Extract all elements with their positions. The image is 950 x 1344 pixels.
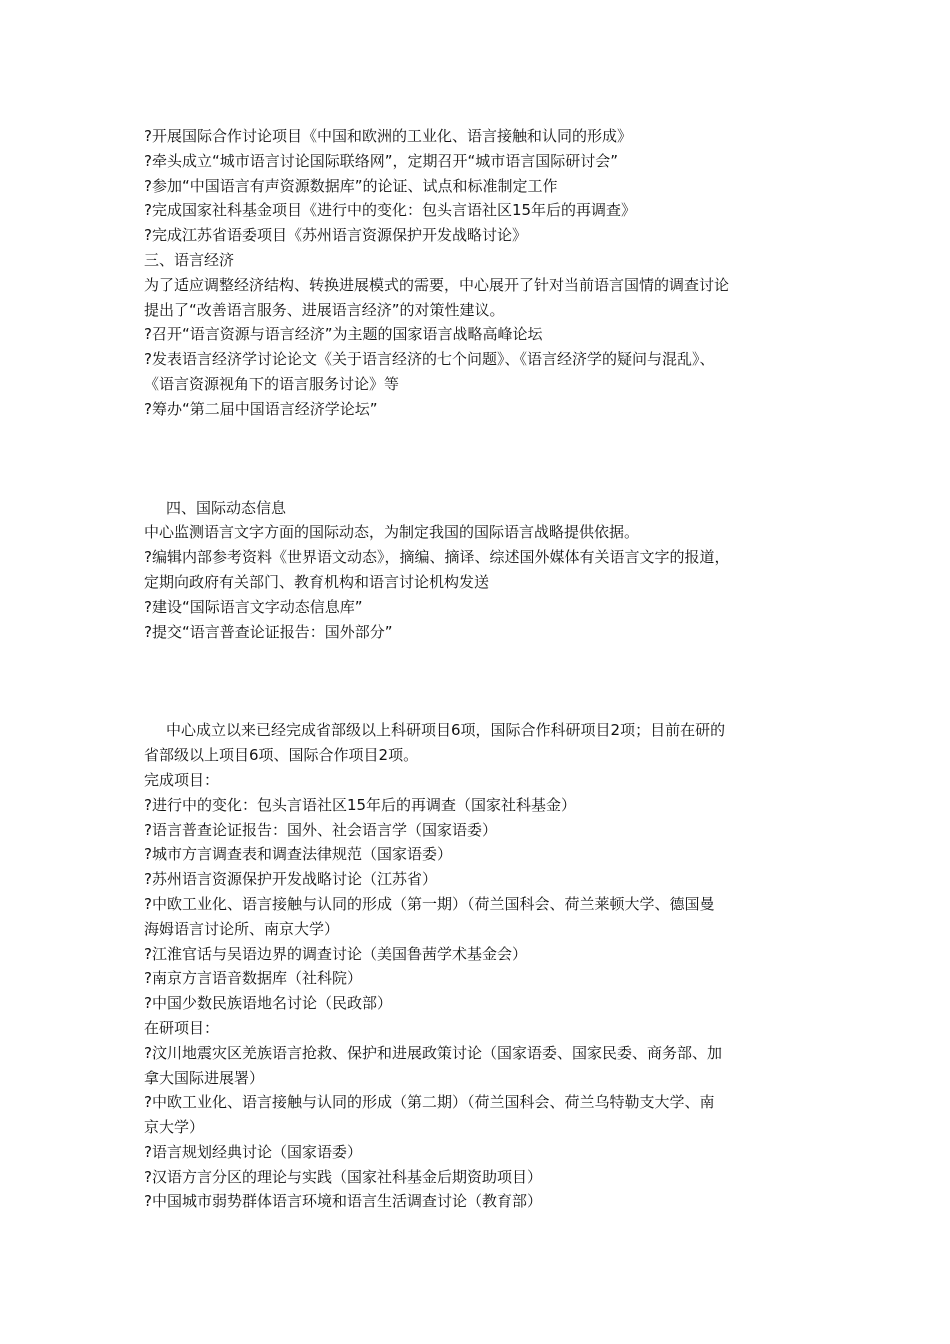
list-item: ?开展国际合作讨论项目《中国和欧洲的工业化、语言接触和认同的形成》: [144, 127, 632, 145]
list-item: ?牵头成立“城市语言讨论国际联络网”，定期召开“城市语言国际研讨会”: [144, 151, 619, 170]
paragraph-line: 为了适应调整经济结构、转换进展模式的需要，中心展开了针对当前语言国情的调查讨论: [144, 275, 730, 294]
list-item-continuation: 海姆语言讨论所、南京大学）: [144, 919, 340, 938]
list-item-continuation: 定期向政府有关部门、教育机构和语言讨论机构发送: [144, 572, 490, 591]
list-item-continuation: 京大学）: [144, 1118, 205, 1137]
list-item: ?参加“中国语言有声资源数据库”的论证、试点和标准制定工作: [144, 176, 558, 195]
section-heading: 三、语言经济: [144, 250, 235, 269]
blank-space: [144, 422, 812, 496]
list-item-continuation: 《语言资源视角下的语言服务讨论》等: [144, 374, 400, 393]
list-item: ?提交“语言普查论证报告：国外部分”: [144, 622, 393, 641]
list-item: ?语言规划经典讨论（国家语委）: [144, 1142, 362, 1161]
paragraph-line: 省部级以上项目6项、国际合作项目2项。: [144, 746, 419, 765]
list-item: ?发表语言经济学讨论论文《关于语言经济的七个问题》、《语言经济学的疑问与混乱》、: [144, 350, 715, 369]
list-item: ?完成国家社科基金项目《进行中的变化：包头言语社区15年后的再调查》: [144, 201, 637, 220]
document-page: [144, 124, 812, 1214]
list-item: ?编辑内部参考资料《世界语文动态》，摘编、摘译、综述国外媒体有关语言文字的报道，: [144, 548, 730, 567]
list-item: ?汉语方言分区的理论与实践（国家社科基金后期资助项目）: [144, 1167, 542, 1186]
list-item: ?南京方言语音数据库（社科院）: [144, 969, 362, 988]
section-language-economy: [144, 248, 812, 422]
completed-projects-label: 完成项目：: [144, 770, 220, 789]
section-projects: [144, 718, 812, 1214]
list-item: ?中国城市弱势群体语言环境和语言生活调查讨论（教育部）: [144, 1192, 542, 1211]
section-heading: 四、国际动态信息: [166, 498, 287, 517]
section-international-info: [144, 496, 812, 645]
list-item: ?筹办“第二届中国语言经济学论坛”: [144, 399, 378, 418]
paragraph-line: 中心成立以来已经完成省部级以上科研项目6项，国际合作科研项目2项；目前在研的: [166, 721, 726, 740]
list-item-continuation: 拿大国际进展署）: [144, 1068, 265, 1087]
list-item: ?中国少数民族语地名讨论（民政部）: [144, 994, 392, 1013]
list-item: ?建设“国际语言文字动态信息库”: [144, 597, 363, 616]
list-item: ?完成江苏省语委项目《苏州语言资源保护开发战略讨论》: [144, 226, 527, 245]
list-item: ?进行中的变化：包头言语社区15年后的再调查（国家社科基金）: [144, 795, 577, 814]
paragraph-line: 提出了“改善语言服务、进展语言经济”的对策性建议。: [144, 300, 505, 319]
list-item: ?江淮官话与吴语边界的调查讨论（美国鲁茜学术基金会）: [144, 944, 527, 963]
blank-space: [144, 644, 812, 718]
list-item: ?中欧工业化、语言接触与认同的形成（第一期）（荷兰国科会、荷兰莱顿大学、德国曼: [144, 894, 715, 913]
section-collaboration: [144, 124, 812, 248]
list-item: ?语言普查论证报告：国外、社会语言学（国家语委）: [144, 820, 497, 839]
list-item: ?汶川地震灾区羌族语言抢救、保护和进展政策讨论（国家语委、国家民委、商务部、加: [144, 1043, 722, 1062]
list-item: ?中欧工业化、语言接触与认同的形成（第二期）（荷兰国科会、荷兰乌特勒支大学、南: [144, 1093, 715, 1112]
list-item: ?苏州语言资源保护开发战略讨论（江苏省）: [144, 870, 437, 889]
list-item: ?召开“语言资源与语言经济”为主题的国家语言战略高峰论坛: [144, 325, 543, 344]
ongoing-projects-label: 在研项目：: [144, 1018, 220, 1037]
list-item: ?城市方言调查表和调查法律规范（国家语委）: [144, 845, 452, 864]
paragraph-line: 中心监测语言文字方面的国际动态，为制定我国的国际语言战略提供依据。: [144, 523, 640, 542]
